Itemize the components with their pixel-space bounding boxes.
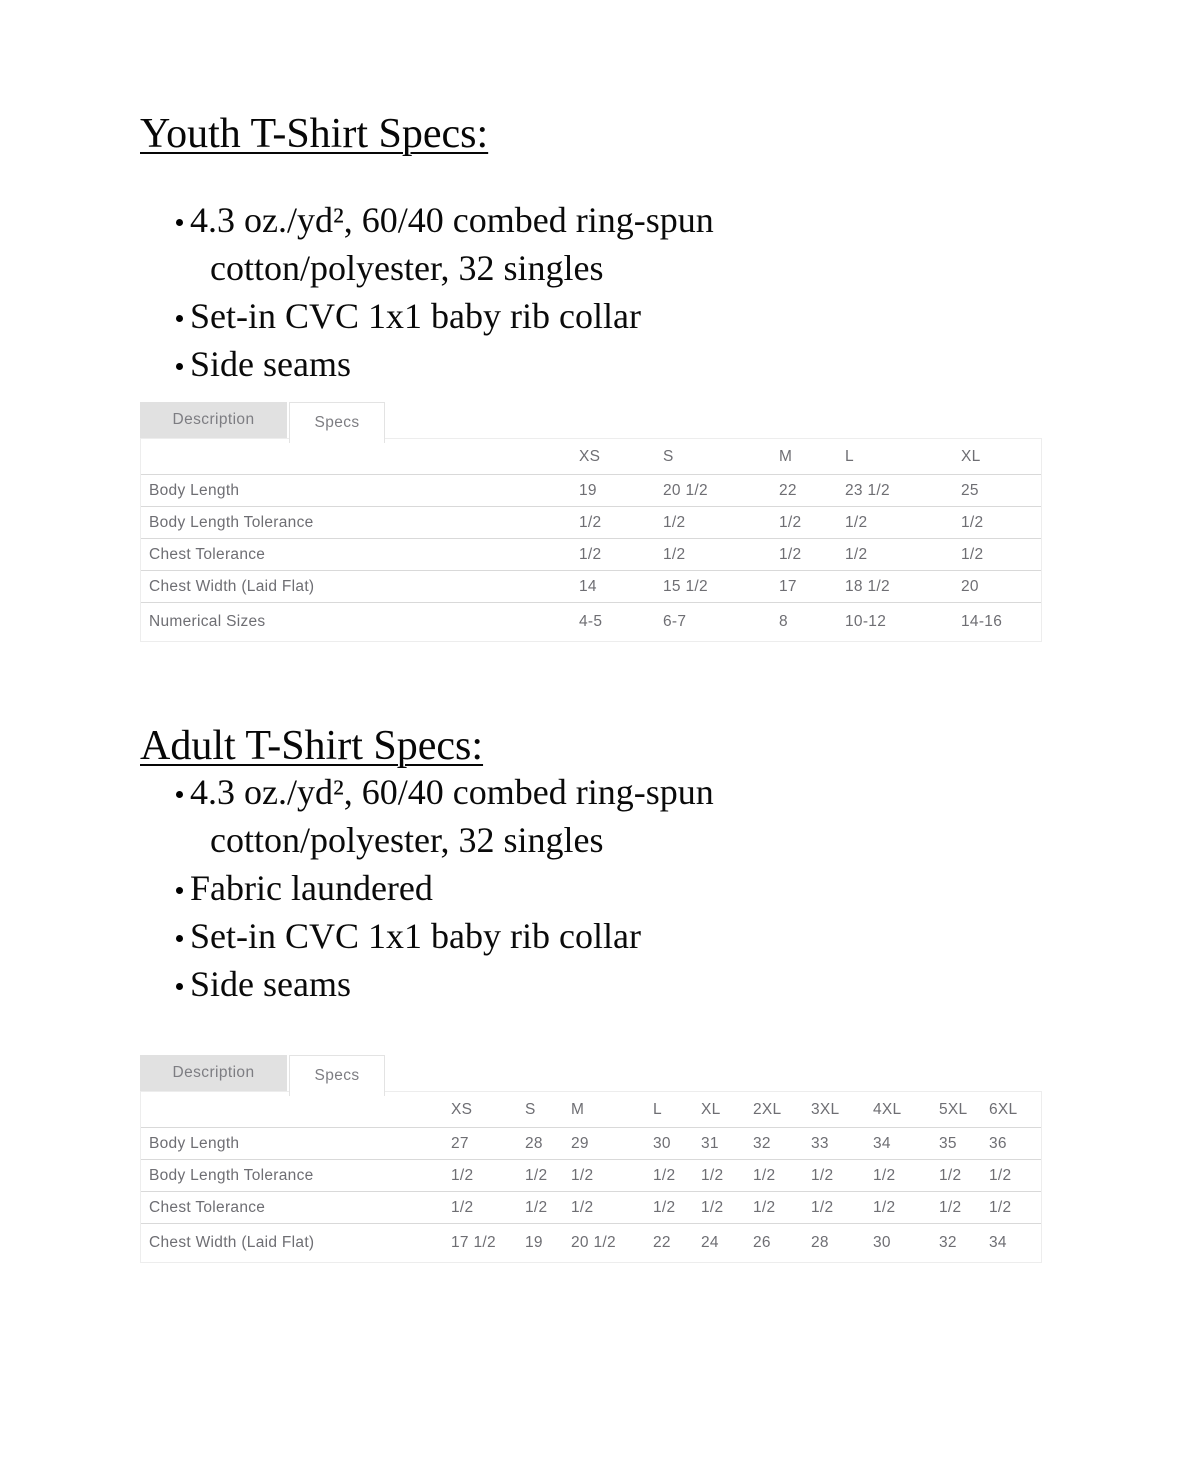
- size-value-cell: 20: [961, 571, 1041, 603]
- spec-bullet-item: Side seams: [190, 960, 808, 1008]
- size-value-cell: 30: [873, 1234, 891, 1251]
- youth-spec-bullet-list: [140, 196, 808, 388]
- size-value-cell: 32: [753, 1128, 811, 1160]
- size-value-cell: 22: [779, 475, 845, 507]
- size-value-cell: 8: [779, 613, 788, 630]
- size-value-cell: 1/2: [525, 1160, 571, 1192]
- size-value-cell: 14-16: [961, 613, 1003, 630]
- size-value-cell: 1/2: [525, 1192, 571, 1224]
- tab-description[interactable]: Description: [140, 1055, 287, 1091]
- size-value-cell: 31: [701, 1128, 753, 1160]
- row-label: Body Length: [141, 1128, 451, 1160]
- size-value-cell: 29: [571, 1128, 653, 1160]
- size-value-cell: 1/2: [653, 1160, 701, 1192]
- size-value-cell: 1/2: [845, 539, 961, 571]
- size-value-cell: 1/2: [701, 1192, 753, 1224]
- row-label: Body Length Tolerance: [141, 507, 579, 539]
- youth-specs-widget: [140, 402, 1042, 642]
- adult-tab-bar: [140, 1055, 1042, 1091]
- spec-bullet-item: Set-in CVC 1x1 baby rib collar: [190, 292, 808, 340]
- size-value-cell: 1/2: [873, 1192, 939, 1224]
- size-value-cell: 4-5: [579, 613, 603, 630]
- spec-table-row: [141, 1128, 1041, 1160]
- size-value-cell: 6-7: [663, 613, 687, 630]
- youth-spec-table: [141, 439, 1041, 641]
- spec-table-row: [141, 475, 1041, 507]
- size-value-cell: 1/2: [571, 1160, 653, 1192]
- size-value-cell: 1/2: [939, 1192, 989, 1224]
- size-value-cell: 1/2: [653, 1192, 701, 1224]
- tab-description[interactable]: Description: [140, 402, 287, 438]
- adult-specs-heading: Adult T-Shirt Specs:: [140, 723, 484, 769]
- size-value-cell: 18 1/2: [845, 571, 961, 603]
- youth-spec-table-container: [140, 438, 1042, 642]
- size-value-cell: 33: [811, 1128, 873, 1160]
- spec-bullet-item: Side seams: [190, 340, 808, 388]
- tab-specs[interactable]: Specs: [289, 1055, 385, 1096]
- size-value-cell: 1/2: [961, 539, 1041, 571]
- size-value-cell: 1/2: [451, 1160, 525, 1192]
- size-column-header: 5XL: [939, 1092, 989, 1128]
- size-value-cell: 1/2: [811, 1192, 873, 1224]
- size-header-row: [141, 1092, 1041, 1128]
- size-header-row: [141, 439, 1041, 475]
- size-column-header: L: [653, 1092, 701, 1128]
- size-value-cell: 1/2: [701, 1160, 753, 1192]
- size-column-header: 4XL: [873, 1092, 939, 1128]
- size-value-cell: 22: [653, 1234, 671, 1251]
- size-value-cell: 1/2: [989, 1160, 1041, 1192]
- youth-specs-heading: Youth T-Shirt Specs:: [140, 111, 489, 157]
- size-value-cell: 15 1/2: [663, 571, 779, 603]
- row-label-column-header: [141, 1092, 451, 1128]
- size-value-cell: 14: [579, 571, 663, 603]
- size-column-header: 6XL: [989, 1092, 1041, 1128]
- size-value-cell: 19: [579, 475, 663, 507]
- size-value-cell: 1/2: [961, 507, 1041, 539]
- size-value-cell: 34: [873, 1128, 939, 1160]
- row-label: Numerical Sizes: [149, 613, 266, 630]
- spec-table-row: [141, 1224, 1041, 1263]
- size-value-cell: 20 1/2: [571, 1234, 616, 1251]
- spec-table-row: [141, 1192, 1041, 1224]
- size-column-header: XL: [961, 439, 1041, 475]
- size-value-cell: 1/2: [811, 1160, 873, 1192]
- size-value-cell: 1/2: [579, 507, 663, 539]
- size-value-cell: 25: [961, 475, 1041, 507]
- size-value-cell: 27: [451, 1128, 525, 1160]
- row-label: Body Length: [141, 475, 579, 507]
- spec-table-row: [141, 507, 1041, 539]
- size-value-cell: 10-12: [845, 613, 887, 630]
- size-value-cell: 1/2: [663, 507, 779, 539]
- size-value-cell: 23 1/2: [845, 475, 961, 507]
- tab-specs[interactable]: Specs: [289, 402, 385, 443]
- spec-bullet-item: Fabric laundered: [190, 864, 808, 912]
- size-value-cell: 32: [939, 1234, 957, 1251]
- size-value-cell: 20 1/2: [663, 475, 779, 507]
- size-value-cell: 26: [753, 1234, 771, 1251]
- size-column-header: S: [663, 439, 779, 475]
- spec-table-row: [141, 571, 1041, 603]
- size-column-header: L: [845, 439, 961, 475]
- size-column-header: S: [525, 1092, 571, 1128]
- size-value-cell: 1/2: [753, 1160, 811, 1192]
- size-column-header: XS: [579, 439, 663, 475]
- size-value-cell: 1/2: [779, 507, 845, 539]
- youth-tab-bar: [140, 402, 1042, 438]
- size-value-cell: 1/2: [845, 507, 961, 539]
- size-value-cell: 1/2: [663, 539, 779, 571]
- size-column-header: M: [571, 1092, 653, 1128]
- row-label: Chest Width (Laid Flat): [141, 571, 579, 603]
- adult-spec-table: [141, 1092, 1041, 1262]
- size-column-header: 2XL: [753, 1092, 811, 1128]
- size-value-cell: 1/2: [451, 1192, 525, 1224]
- size-column-header: M: [779, 439, 845, 475]
- row-label: Body Length Tolerance: [141, 1160, 451, 1192]
- row-label: Chest Tolerance: [141, 1192, 451, 1224]
- size-value-cell: 28: [525, 1128, 571, 1160]
- size-value-cell: 1/2: [579, 539, 663, 571]
- spec-table-row: [141, 603, 1041, 642]
- size-value-cell: 17 1/2: [451, 1234, 496, 1251]
- size-value-cell: 1/2: [873, 1160, 939, 1192]
- spec-bullet-item: 4.3 oz./yd², 60/40 combed ring-spun cotton/polyester, 32 singles: [190, 196, 808, 292]
- row-label: Chest Tolerance: [141, 539, 579, 571]
- spec-table-row: [141, 1160, 1041, 1192]
- size-value-cell: 35: [939, 1128, 989, 1160]
- size-value-cell: 1/2: [571, 1192, 653, 1224]
- size-value-cell: 17: [779, 571, 845, 603]
- spec-table-row: [141, 539, 1041, 571]
- row-label: Chest Width (Laid Flat): [149, 1234, 315, 1251]
- size-value-cell: 28: [811, 1234, 829, 1251]
- adult-spec-table-container: [140, 1091, 1042, 1263]
- adult-specs-widget: [140, 1055, 1042, 1263]
- size-value-cell: 19: [525, 1234, 543, 1251]
- size-column-header: XL: [701, 1092, 753, 1128]
- size-column-header: 3XL: [811, 1092, 873, 1128]
- spec-bullet-item: Set-in CVC 1x1 baby rib collar: [190, 912, 808, 960]
- spec-bullet-item: 4.3 oz./yd², 60/40 combed ring-spun cotton/polyester, 32 singles: [190, 768, 808, 864]
- adult-spec-bullet-list: [140, 768, 808, 1008]
- size-value-cell: 24: [701, 1234, 719, 1251]
- size-value-cell: 36: [989, 1128, 1041, 1160]
- size-value-cell: 1/2: [989, 1192, 1041, 1224]
- size-value-cell: 1/2: [779, 539, 845, 571]
- size-value-cell: 34: [989, 1234, 1007, 1251]
- size-value-cell: 1/2: [939, 1160, 989, 1192]
- size-value-cell: 30: [653, 1128, 701, 1160]
- row-label-column-header: [141, 439, 579, 475]
- size-value-cell: 1/2: [753, 1192, 811, 1224]
- size-column-header: XS: [451, 1092, 525, 1128]
